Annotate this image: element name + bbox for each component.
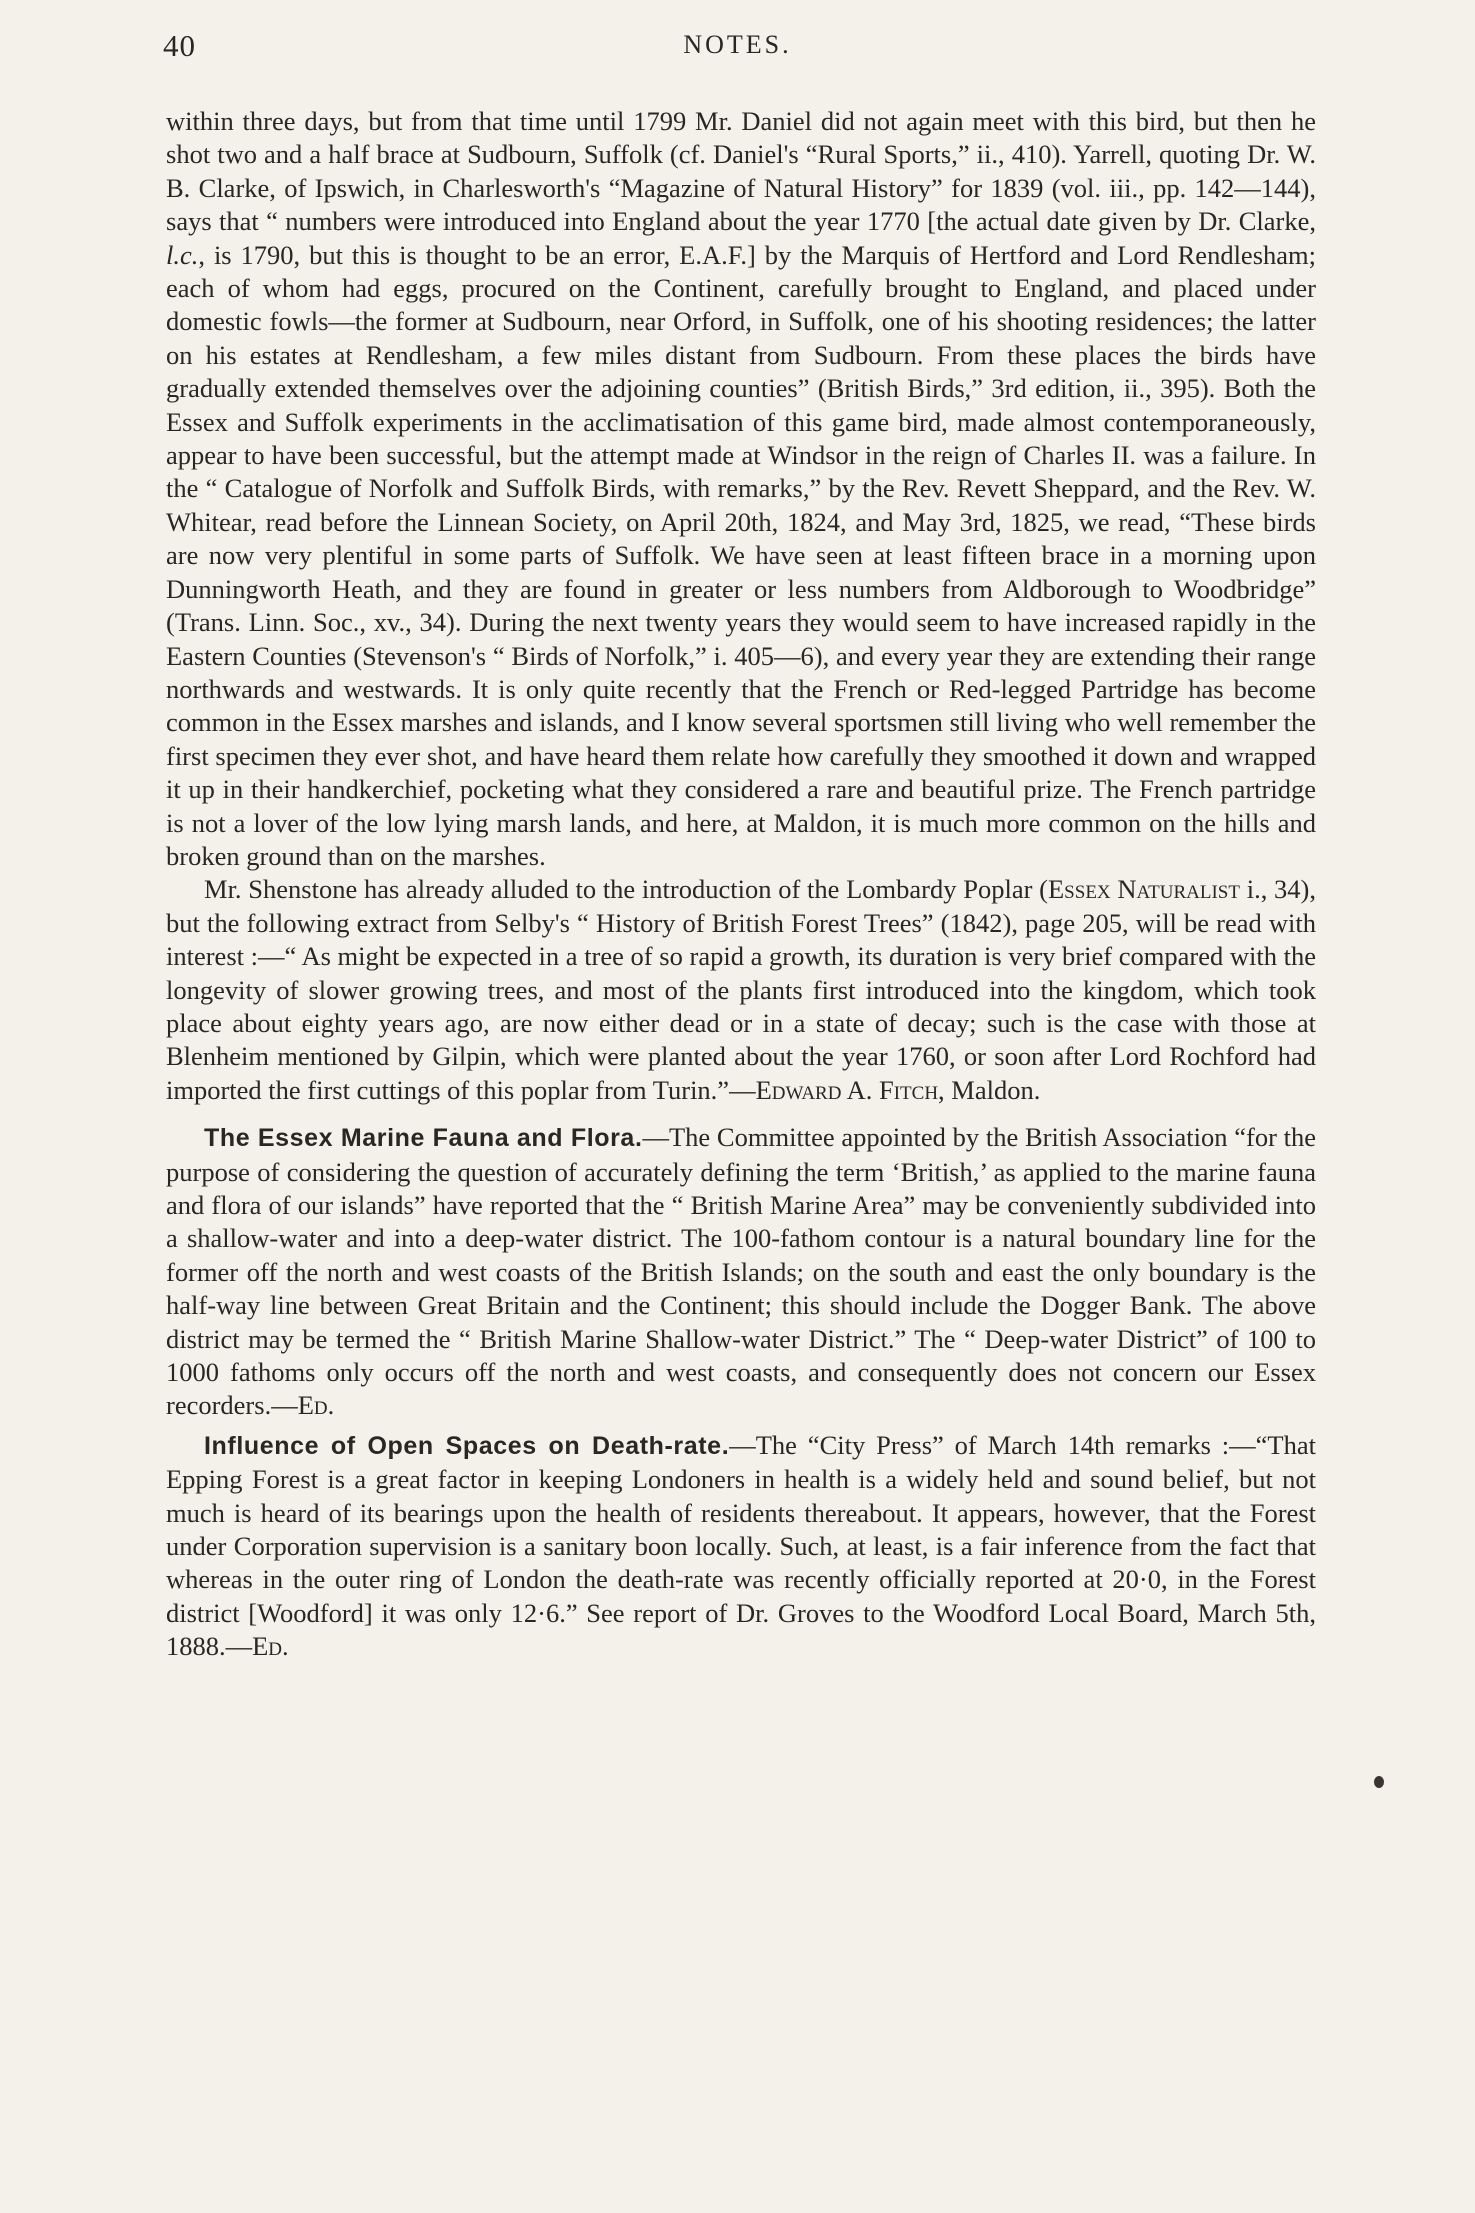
poplar-text-part-1: Mr. Shenstone has already alluded to the introduction of the Lombardy Poplar ( bbox=[204, 874, 1048, 905]
marine-fauna-note bbox=[166, 1121, 1316, 1423]
running-title: NOTES. bbox=[683, 30, 792, 59]
journal-name: Essex Naturalist bbox=[1048, 874, 1240, 905]
ink-dot-mark bbox=[1374, 1776, 1384, 1788]
editor-signature: Ed. bbox=[252, 1631, 289, 1662]
marine-fauna-heading: The Essex Marine Fauna and Flora. bbox=[204, 1124, 643, 1153]
open-spaces-body: —The “City Press” of March 14th remarks :—“That Epping Forest is a great factor in keeping Londoners in health is a widely held and sound belief, but not much is heard of its bearings upon the health of residents thereabout. It appears, however, that the Forest under Corporation supervision is a sanitary boon locally. Such, at least, is a fair inference from the fact that whereas in the outer ring of London the death-rate was recently officially reported at 20·0, in the Forest district [Woodford] it was only 12·6.” See report of Dr. Groves to the Woodford Local Board, March 5th, 1888.— bbox=[166, 1429, 1316, 1662]
open-spaces-note bbox=[166, 1429, 1316, 1664]
open-spaces-heading: Influence of Open Spaces on Death-rate. bbox=[204, 1431, 730, 1460]
author-place: , Maldon. bbox=[938, 1074, 1041, 1105]
loc-cit-abbrev: l.c. bbox=[166, 239, 199, 270]
partridge-text-part-2: , is 1790, but this is thought to be an error, E.A.F.] by the Marquis of Hertford and Lord Rendlesham; each of whom had eggs, procured on the Continent, carefully brought to England, and placed under domestic fowls—the former at Sudbourn, near Orford, in Suffolk, one of his shooting residences; the latter on his estates at Rendlesham, a few miles distant from Sudbourn. From these places the birds have gradually extended themselves over the adjoining counties” (British Birds,” 3rd edition, ii., 395). Both the Essex and Suffolk experiments in the acclimatisation of this game bird, made almost contemporaneously, appear to have been successful, but the attempt made at Windsor in the reign of Charles II. was a failure. In the “ Catalogue of Norfolk and Suffolk Birds, with remarks,” by the Rev. Revett Sheppard, and the Rev. W. Whitear, read before the Linnean Society, on April 20th, 1824, and May 3rd, 1825, we read, “These birds are now very plentiful in some parts of Suffolk. We have seen at least fifteen brace in a morning upon Dunningworth Heath, and they are found in greater or less numbers from Aldborough to Woodbridge” (Trans. Linn. Soc., xv., 34). During the next twenty years they would seem to have increased rapidly in the Eastern Counties (Stevenson's “ Birds of Norfolk,” i. 405—6), and every year they are extending their range northwards and westwards. It is only quite recently that the French or Red-legged Partridge has become common in the Essex marshes and islands, and I know several sportsmen still living who well remember the first specimen they ever shot, and have heard them relate how carefully they smoothed it down and wrapped it up in their handkerchief, pocketing what they considered a rare and beautiful prize. The French partridge is not a lover of the low lying marsh lands, and here, at Maldon, it is much more common on the hills and broken ground than on the marshes. bbox=[166, 239, 1316, 871]
poplar-text-part-2: i., 34), but the following extract from Selby's “ History of British Forest Trees” (1842), page 205, will be read with interest :—“ As might be expected in a tree of so rapid a growth, its duration is very brief compared with the longevity of slower growing trees, and most of the plants first introduced into the kingdom, which took place about eighty years ago, are now either dead or in a state of decay; such is the case with those at Blenheim mentioned by Gilpin, which were planted about the year 1760, or soon after Lord Rochford had imported the first cuttings of this poplar from Turin.”— bbox=[166, 874, 1317, 1105]
marine-fauna-body: —The Committee appointed by the British Association “for the purpose of considering the question of accurately defining the term ‘British,’ as applied to the marine fauna and flora of our islands” have reported that the “ British Marine Area” may be conveniently subdivided into a shallow-water and into a deep-water district. The 100-fathom contour is a natural boundary line for the former off the north and west coasts of the British Islands; on the south and east the only boundary is the half-way line between Great Britain and the Continent; this should include the Dogger Bank. The above district may be termed the “ British Marine Shallow-water District.” The “ Deep-water District” of 100 to 1000 fathoms only occurs off the north and west coasts, and consequently does not concern our Essex recorders.— bbox=[166, 1122, 1317, 1421]
partridge-note-paragraph bbox=[166, 105, 1316, 873]
partridge-text-part-1: within three days, but from that time until 1799 Mr. Daniel did not again meet with this bird, but then he shot two and a half brace at Sudbourn, Suffolk (cf. Daniel's “Rural Sports,” ii., 410). Yarrell, quoting Dr. W. B. Clarke, of Ipswich, in Charlesworth's “Magazine of Natural History” for 1839 (vol. iii., pp. 142—144), says that “ numbers were introduced into England about the year 1770 [the actual date given by Dr. Clarke, bbox=[166, 106, 1316, 237]
poplar-note-paragraph bbox=[166, 873, 1316, 1107]
author-signature: Edward A. Fitch bbox=[755, 1074, 939, 1105]
page-number: 40 bbox=[163, 28, 196, 63]
page-content bbox=[166, 105, 1316, 1664]
editor-signature: Ed. bbox=[297, 1390, 335, 1421]
